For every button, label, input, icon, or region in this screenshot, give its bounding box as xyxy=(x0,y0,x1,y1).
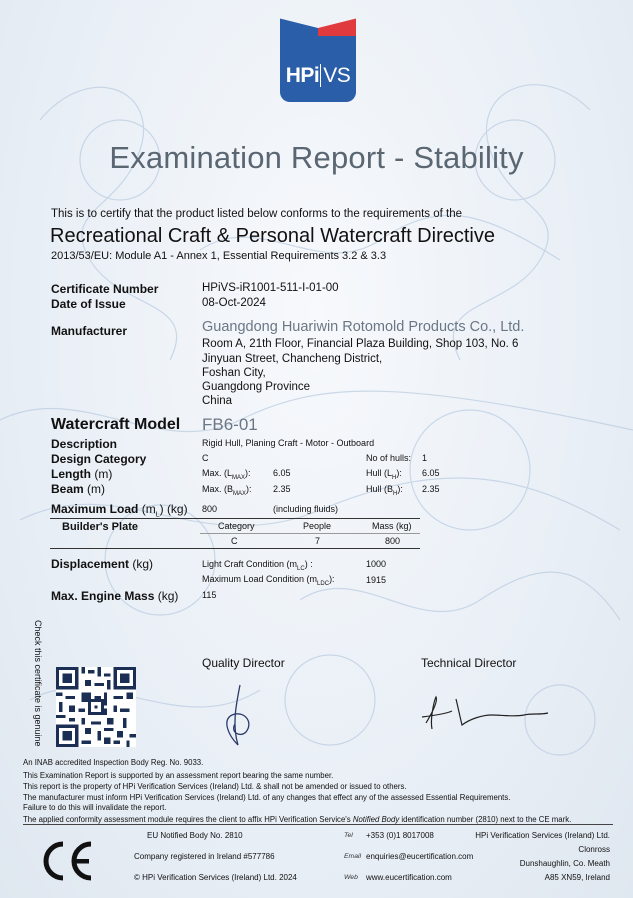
light-craft-condition-value: 1000 xyxy=(366,559,387,569)
footer-company-name: HPi Verification Services (Ireland) Ltd. xyxy=(475,831,610,840)
builders-plate-value: C xyxy=(231,536,238,546)
design-category-value: C xyxy=(202,453,209,463)
builders-plate-label: Builder's Plate xyxy=(62,521,138,533)
builders-plate-bottom-rule xyxy=(50,548,420,549)
technical-director-title: Technical Director xyxy=(421,656,517,670)
beam-max-value: 2.35 xyxy=(273,484,291,494)
builders-plate-header: Category xyxy=(218,521,255,531)
certificate-number-label: Certificate Number xyxy=(51,282,159,296)
manufacturer-label: Manufacturer xyxy=(51,324,128,338)
manufacturer-address-line: Room A, 21th Floor, Financial Plaza Building, Shop 103, No. 6 xyxy=(202,338,519,350)
displacement-label: Displacement (kg) xyxy=(51,557,154,571)
light-craft-condition-label: Light Craft Condition $(m_{LC})$ : xyxy=(202,559,313,572)
verification-qr-code[interactable] xyxy=(56,667,136,747)
fine-print-line: The applied conformity assessment module requires the client to affix HPi Verification Service's Notified Body identification number (2810) next to the CE mark. xyxy=(23,815,572,824)
tel-value[interactable]: +353 (0)1 8017008 xyxy=(366,831,434,840)
tel-label: Tel xyxy=(344,832,353,839)
watercraft-model-label: Watercraft Model xyxy=(51,416,181,433)
maximum-load-value: 800 xyxy=(202,504,218,514)
web-label: Web xyxy=(344,874,358,881)
length-max-value: 6.05 xyxy=(273,468,291,478)
maximum-load-condition-value: 1915 xyxy=(366,575,387,585)
beam-label: Beam (m) xyxy=(51,482,106,496)
maximum-load-condition-label: Maximum Load Condition $(m_{LDC})$: xyxy=(202,574,335,587)
fine-print-line: This Examination Report is supported by an assessment report bearing the same number. xyxy=(23,771,334,780)
fine-print-line: An INAB accredited Inspection Body Reg. No. 9033. xyxy=(23,758,204,767)
builders-plate-value: 800 xyxy=(385,536,401,546)
footer-address-line: A85 XN59, Ireland xyxy=(544,873,610,882)
description-value: Rigid Hull, Planing Craft - Motor - Outboard xyxy=(202,438,375,448)
company-registration: Company registered in Ireland #577786 xyxy=(134,852,275,861)
manufacturer-address-line: Guangdong Province xyxy=(202,381,311,393)
beam-hull-label: Hull $(B_H)$: xyxy=(366,484,403,497)
builders-plate-header: Mass (kg) xyxy=(372,521,412,531)
date-of-issue: 08-Oct-2024 xyxy=(202,297,266,309)
directive-title: Recreational Craft & Personal Watercraft Directive xyxy=(50,225,495,247)
maximum-load-label: Maximum Load $(m_L)$ (kg) xyxy=(51,502,188,519)
hulls-label: No of hulls: xyxy=(366,453,412,463)
manufacturer-address-line: Jinyuan Street, Chancheng District, xyxy=(202,353,383,365)
description-label: Description xyxy=(51,437,118,451)
footer-address-line: Clonross xyxy=(578,845,610,854)
ce-mark xyxy=(39,840,95,882)
quality-director-title: Quality Director xyxy=(202,656,285,670)
email-label: Email xyxy=(344,853,361,860)
report-title: Examination Report - Stability xyxy=(109,140,524,175)
manufacturer-name: Guangdong Huariwin Rotomold Products Co., Ltd. xyxy=(202,319,525,335)
design-category-label: Design Category xyxy=(51,452,147,466)
watercraft-model-value: FB6-01 xyxy=(202,415,258,434)
web-link[interactable]: www.eucertification.com xyxy=(366,873,452,882)
hulls-value: 1 xyxy=(422,453,428,463)
builders-plate-mid-rule xyxy=(200,533,420,534)
copyright: © HPi Verification Services (Ireland) Ltd. 2024 xyxy=(134,873,297,882)
length-max-label: Max. $(L_{MAX})$: xyxy=(202,468,251,481)
beam-max-label: Max. $(B_{MAX})$: xyxy=(202,484,252,497)
max-engine-mass-value: 115 xyxy=(202,590,217,600)
max-engine-mass-label: Max. Engine Mass (kg) xyxy=(51,589,179,603)
manufacturer-address-line: China xyxy=(202,395,233,407)
quality-director-signature xyxy=(210,680,270,750)
builders-plate-value: 7 xyxy=(315,536,321,546)
footer-divider xyxy=(23,824,613,825)
fine-print-line: This report is the property of HPi Verification Services (Ireland) Ltd. & shall not be amended or issued to others. xyxy=(23,782,407,791)
fine-print-line: The manufacturer must inform HPi Verification Services (Ireland) Ltd. of any changes that effect any of the assessed Essential Requirements. xyxy=(23,793,511,802)
builders-plate-top-rule xyxy=(50,518,420,519)
directive-subtitle: 2013/53/EU: Module A1 - Annex 1, Essential Requirements 3.2 & 3.3 xyxy=(51,250,387,262)
builders-plate-header: People xyxy=(303,521,332,531)
maximum-load-note: (including fluids) xyxy=(273,504,339,514)
email-link[interactable]: enquiries@eucertification.com xyxy=(366,852,474,861)
date-of-issue-label: Date of Issue xyxy=(51,297,126,311)
beam-hull-value: 2.35 xyxy=(422,484,440,494)
manufacturer-address-line: Foshan City, xyxy=(202,367,266,379)
hpivs-logo: HPi VS xyxy=(280,22,356,102)
length-hull-value: 6.05 xyxy=(422,468,440,478)
certificate-number: HPiVS-iR1001-511-I-01-00 xyxy=(202,282,339,294)
footer-address-line: Dunshaughlin, Co. Meath xyxy=(519,859,610,868)
notified-body-number: EU Notified Body No. 2810 xyxy=(147,831,243,840)
check-genuine-text: Check this certificate is genuine xyxy=(33,620,43,747)
length-label: Length (m) xyxy=(51,467,113,481)
length-hull-label: Hull $(L_H)$: xyxy=(366,468,402,481)
technical-director-signature xyxy=(418,693,553,735)
fine-print-line: Failure to do this will invalidate the report. xyxy=(23,803,167,812)
intro-text: This is to certify that the product listed below conforms to the requirements of the xyxy=(51,208,463,220)
